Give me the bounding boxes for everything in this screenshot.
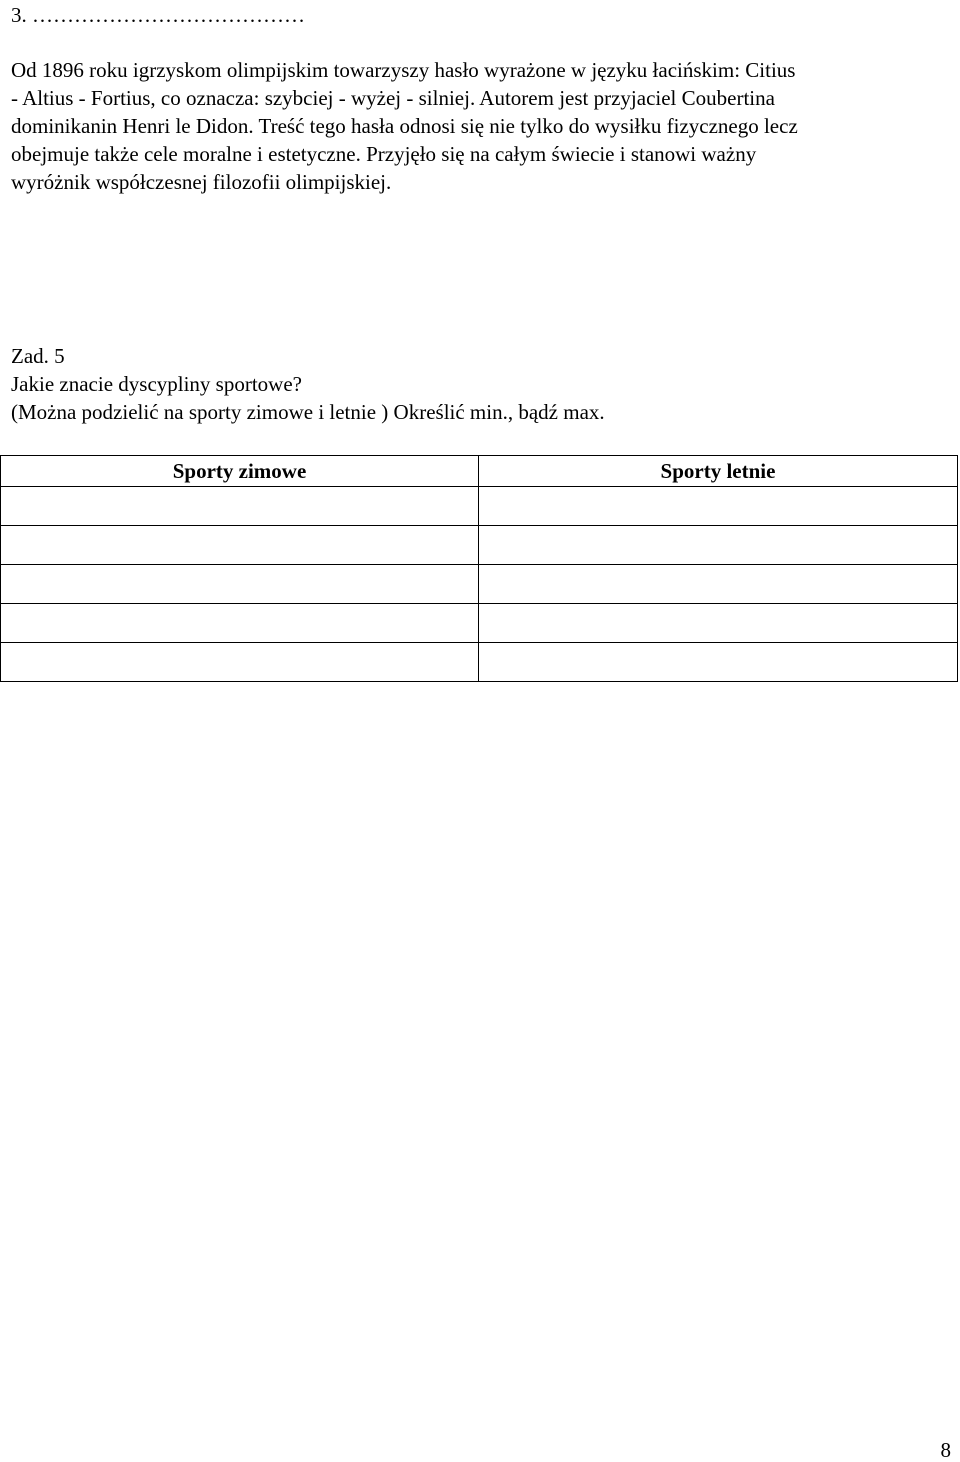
winter-sport-cell[interactable]	[1, 565, 479, 604]
summer-sport-cell[interactable]	[479, 565, 958, 604]
paragraph-line: obejmuje także cele moralne i estetyczne. Przyjęło się na całym świecie i stanowi ważny	[11, 142, 757, 166]
winter-sport-cell[interactable]	[1, 526, 479, 565]
table-row	[1, 487, 958, 526]
sports-table	[0, 455, 958, 682]
summer-sport-cell[interactable]	[479, 526, 958, 565]
winter-sport-cell[interactable]	[1, 487, 479, 526]
task-question: Jakie znacie dyscypliny sportowe?	[11, 372, 302, 396]
summer-sport-cell[interactable]	[479, 604, 958, 643]
paragraph-line: Od 1896 roku igrzyskom olimpijskim towarzyszy hasło wyrażone w języku łacińskim: Citius	[11, 58, 796, 82]
summer-sport-cell[interactable]	[479, 643, 958, 682]
paragraph-line: dominikanin Henri le Didon. Treść tego hasła odnosi się nie tylko do wysiłku fizycznego lecz	[11, 114, 798, 138]
paragraph-line: wyróżnik współczesnej filozofii olimpijskiej.	[11, 170, 392, 194]
summer-sport-cell[interactable]	[479, 487, 958, 526]
winter-sport-cell[interactable]	[1, 604, 479, 643]
column-header-summer-sports: Sporty letnie	[479, 456, 958, 487]
page-number: 8	[940, 1438, 951, 1462]
task-number: Zad. 5	[11, 344, 65, 368]
column-header-winter-sports: Sporty zimowe	[1, 456, 479, 487]
task-hint: (Można podzielić na sporty zimowe i letnie ) Określić min., bądź max.	[11, 400, 605, 424]
table-row	[1, 604, 958, 643]
question-number: 3. …………………………………	[11, 3, 305, 27]
table-row	[1, 526, 958, 565]
table-row	[1, 565, 958, 604]
paragraph-line: - Altius - Fortius, co oznacza: szybciej - wyżej - silniej. Autorem jest przyjaciel Coubertina	[11, 86, 775, 110]
winter-sport-cell[interactable]	[1, 643, 479, 682]
table-header-row	[1, 456, 958, 487]
table-row	[1, 643, 958, 682]
